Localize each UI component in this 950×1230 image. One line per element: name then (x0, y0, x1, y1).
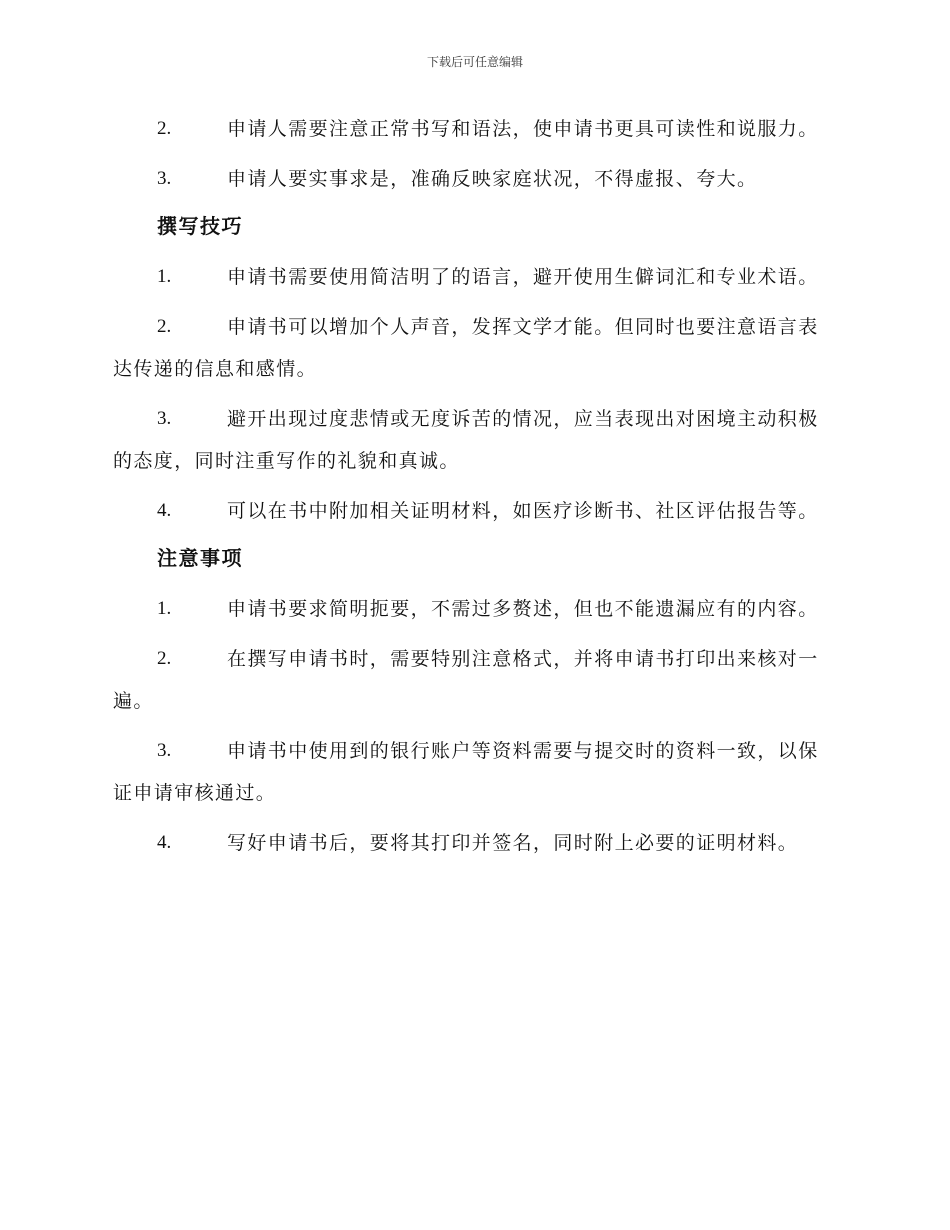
list-item (113, 822, 835, 864)
list-item (113, 490, 835, 532)
item-number: 1. (157, 266, 172, 287)
item-number: 4. (157, 500, 172, 521)
item-text: 申请人要实事求是，准确反映家庭状况，不得虚报、夸大。 (227, 168, 758, 190)
list-item (113, 108, 835, 150)
item-text: 避开出现过度悲情或无度诉苦的情况，应当表现出对困境主动积极的态度，同时注重写作的礼貌和真诚。 (113, 408, 819, 472)
list-item (113, 638, 835, 722)
item-text: 写好申请书后，要将其打印并签名，同时附上必要的证明材料。 (227, 832, 799, 854)
item-number: 3. (157, 740, 172, 761)
list-item (113, 730, 835, 814)
section-continuation (113, 108, 835, 200)
list-item (113, 588, 835, 630)
item-number: 3. (157, 408, 172, 429)
item-number: 2. (157, 316, 172, 337)
list-item (113, 256, 835, 298)
item-number: 1. (157, 598, 172, 619)
item-text: 申请书中使用到的银行账户等资料需要与提交时的资料一致，以保证申请审核通过。 (113, 740, 819, 804)
item-text: 申请书需要使用简洁明了的语言，避开使用生僻词汇和专业术语。 (227, 266, 819, 288)
section-notes (113, 540, 835, 864)
item-number: 2. (157, 648, 172, 669)
list-item (113, 398, 835, 482)
section-writing-tips (113, 208, 835, 532)
section-heading: 注意事项 (157, 546, 243, 570)
item-text: 申请书可以增加个人声音，发挥文学才能。但同时也要注意语言表达传递的信息和感情。 (113, 316, 819, 380)
item-text: 申请书要求简明扼要，不需过多赘述，但也不能遗漏应有的内容。 (227, 598, 819, 620)
item-text: 可以在书中附加相关证明材料，如医疗诊断书、社区评估报告等。 (227, 500, 819, 522)
item-number: 3. (157, 168, 172, 189)
document-body (113, 108, 835, 872)
header-note: 下载后可任意编辑 (426, 55, 523, 69)
list-item (113, 158, 835, 200)
section-heading: 撰写技巧 (157, 214, 243, 238)
item-text: 在撰写申请书时，需要特别注意格式，并将申请书打印出来核对一遍。 (113, 648, 819, 712)
item-number: 2. (157, 118, 172, 139)
item-number: 4. (157, 832, 172, 853)
item-text: 申请人需要注意正常书写和语法，使申请书更具可读性和说服力。 (227, 118, 819, 140)
list-item (113, 306, 835, 390)
